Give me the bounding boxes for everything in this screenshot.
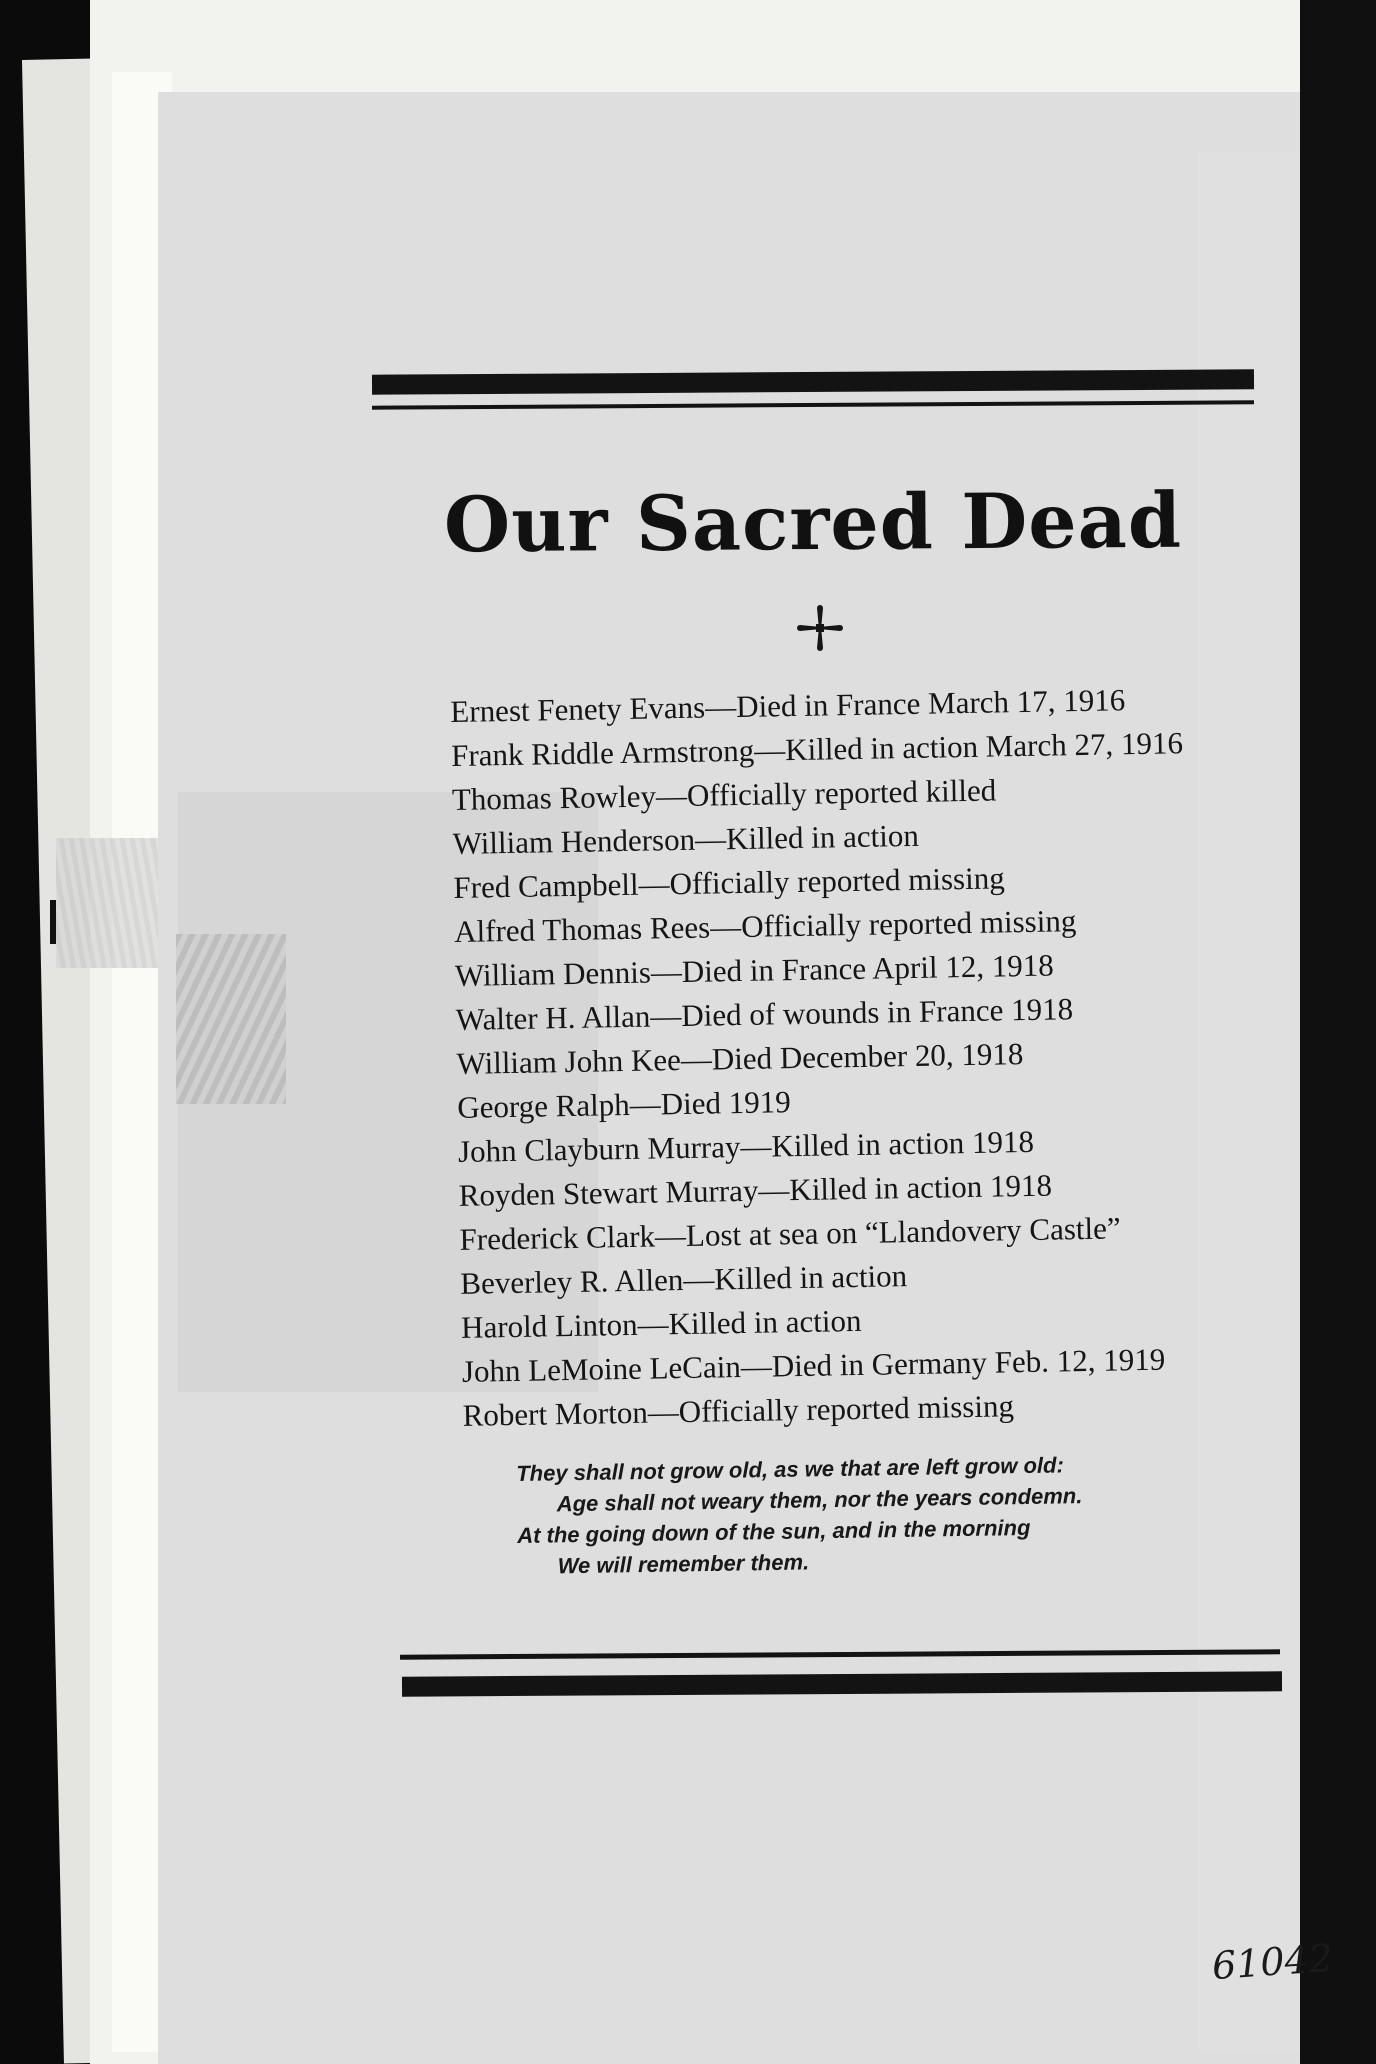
- memorial-verse: [516, 1446, 1278, 1582]
- scan-border: [1300, 0, 1376, 2064]
- list-item: John LeMoine LeCain—Died in Germany Feb. 12, 1919: [461, 1341, 1166, 1389]
- list-item: Walter H. Allan—Died of wounds in France 1918: [455, 991, 1074, 1037]
- list-item: William Dennis—Died in France April 12, 1918: [454, 947, 1055, 993]
- honour-roll-list: [450, 677, 1223, 1438]
- list-item: Alfred Thomas Rees—Officially reported missing: [453, 903, 1077, 949]
- list-item: Frank Riddle Armstrong—Killed in action March 27, 1916: [450, 725, 1184, 773]
- list-item: Robert Morton—Officially reported missing: [462, 1388, 1015, 1433]
- list-item: William John Kee—Died December 20, 1918: [456, 1036, 1024, 1081]
- page-title: Our Sacred Dead: [443, 475, 1183, 570]
- list-item: John Clayburn Murray—Killed in action 1918: [457, 1123, 1035, 1169]
- list-item: Frederick Clark—Lost at sea on “Llandovery Castle”: [459, 1210, 1121, 1257]
- verse-line: At the going down of the sun, and in the morning: [517, 1514, 1031, 1548]
- handwritten-catalog-number: 61042: [1210, 1935, 1335, 1989]
- list-item: Beverley R. Allen—Killed in action: [460, 1258, 908, 1301]
- verse-line: We will remember them.: [557, 1549, 810, 1579]
- list-item: Royden Stewart Murray—Killed in action 1918: [458, 1167, 1053, 1213]
- list-item: Harold Linton—Killed in action: [460, 1302, 862, 1345]
- list-item: Fred Campbell—Officially reported missing: [453, 860, 1005, 905]
- list-item: Ernest Fenety Evans—Died in France March 17, 1916: [450, 682, 1126, 729]
- list-item: Thomas Rowley—Officially reported killed: [451, 772, 997, 817]
- stain-patch: [176, 934, 286, 1104]
- cross-pattee-icon: [796, 604, 844, 652]
- list-item: William Henderson—Killed in action: [452, 817, 920, 861]
- verse-line: Age shall not weary them, nor the years condemn.: [556, 1483, 1083, 1517]
- list-item: George Ralph—Died 1919: [456, 1084, 792, 1125]
- binding-mark: [50, 900, 56, 944]
- verse-line: They shall not grow old, as we that are left grow old:: [516, 1452, 1064, 1486]
